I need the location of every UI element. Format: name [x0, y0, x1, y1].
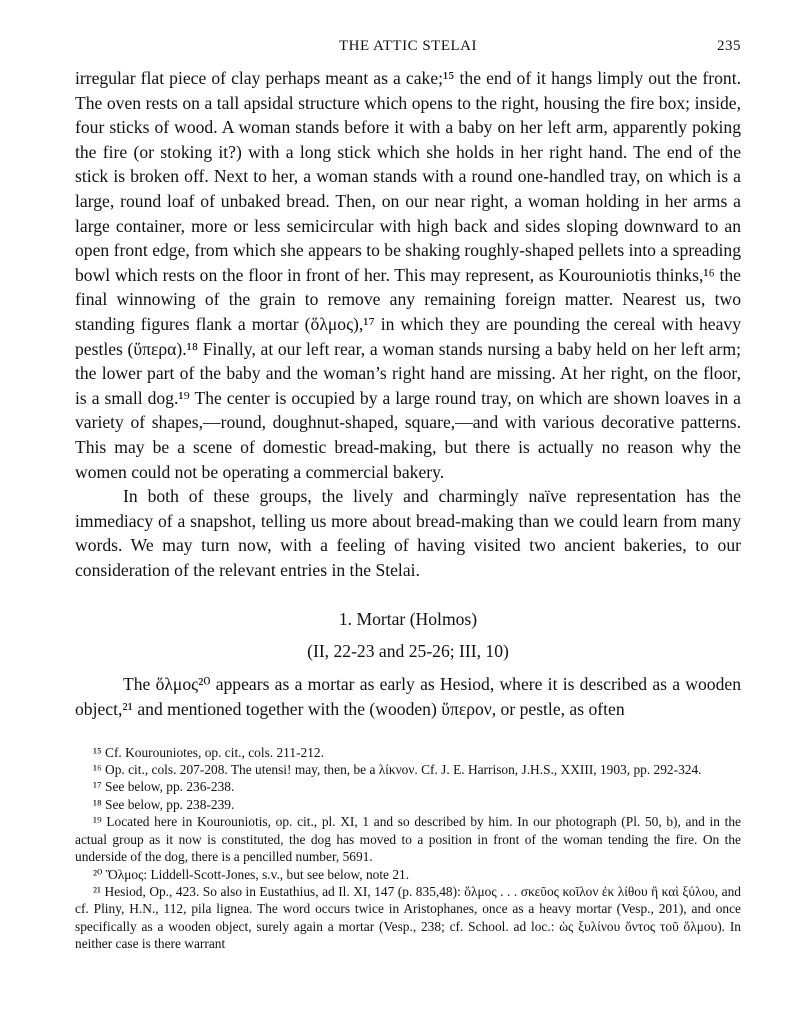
paragraph-3: The ὅλμος²⁰ appears as a mortar as early as Hesiod, where it is described as a wooden object,²¹ and mentioned together with the (wooden) ὕπερον, or pestle, as often — [75, 674, 741, 720]
footnote-16: ¹⁶ Op. cit., cols. 207-208. The utensi! may, then, be a λίκνον. Cf. J. E. Harrison, J.H.S., XXIII, 1903, pp. 292-324. — [93, 762, 702, 778]
page-number: 235 — [717, 38, 741, 54]
paragraph-1: irregular flat piece of clay perhaps meant as a cake;¹⁵ the end of it hangs limply out the front. The oven rests on a tall apsidal structure which opens to the right, housing the fire box; inside, four sticks of wood. A woman stands before it with a baby on her left arm, apparently poking the fire (or stoking it?) with a long stick which she holds in her right hand. The end of the stick is broken off. Next to her, a woman stands with a round one-handled tray, on which is a large, round loaf of unbaked bread. Then, on our near right, a woman holding in her arms a large container, more or less semicircular with high back and sides sloping downward to an open front edge, from which she appears to be shaking roughly-shaped pellets into a spreading bowl which rests on the floor in front of her. This may represent, as Kourouniotis thinks,¹⁶ the final winnowing of the grain to remove any remaining foreign matter. Nearest us, two standing figures flank a mortar (ὅλμος),¹⁷ in which they are pounding the cereal with heavy pestles (ὕπερα).¹⁸ Finally, at our left rear, a woman stands nursing a baby held on her left arm; the lower part of the baby and the woman’s right hand are missing. At her right, on the floor, is a small dog.¹⁹ The center is occupied by a large round tray, on which are shown loaves in a variety of shapes,—round, doughnut-shaped, square,—and with various decorative patterns. This may be a scene of domestic bread-making, but there is actually no reason why the women could not be operating a commercial bakery. — [75, 68, 741, 482]
running-header — [75, 38, 741, 66]
section-heading: 1. Mortar (Holmos) — [338, 609, 478, 630]
footnote-20: ²⁰ Ὅλμος: Liddell-Scott-Jones, s.v., but see below, note 21. — [93, 866, 410, 882]
footnote-15: ¹⁵ Cf. Kourouniotes, op. cit., cols. 211-212. — [93, 744, 324, 760]
footnote-19: ¹⁹ Located here in Kourouniotis, op. cit., pl. XI, 1 and so described by him. In our photograph (Pl. 50, b), and in the actual group as it now is constituted, the dog has moved to a position in front of the woman tending the fire. On the underside of the dog, there is a pencilled number, 5691. — [75, 814, 741, 865]
running-title: THE ATTIC STELAI — [339, 38, 477, 54]
section-subheading: (II, 22-23 and 25-26; III, 10) — [307, 641, 509, 662]
footnote-18: ¹⁸ See below, pp. 238-239. — [93, 796, 235, 812]
paragraph-2: In both of these groups, the lively and charmingly naïve representation has the immediacy of a snapshot, telling us more about bread-making than we could learn from many words. We may turn now, with a feeling of having visited two ancient bakeries, to our consideration of the relevant entries in the Stelai. — [75, 486, 741, 580]
section-heading-block — [75, 606, 741, 664]
page — [75, 38, 741, 953]
footnote-21: ²¹ Hesiod, Op., 423. So also in Eustathius, ad Il. XI, 147 (p. 835,48): ὅλμος . . . σκεῦος κοῖλον ἐκ λίθου ἢ καὶ ξύλου, and cf. Pliny, H.N., 112, pila lignea. The word occurs twice in Aristophanes, once as a heavy mortar (Vesp., 201), and once specifically as a wooden object, surely again a mortar (Vesp., 238; cf. School. ad loc.: ὡς ξυλίνου ὄντος τοῦ ὅλμου). In neither case is there warrant — [75, 883, 741, 952]
footnotes — [75, 744, 741, 953]
main-text — [75, 66, 741, 722]
footnote-17: ¹⁷ See below, pp. 236-238. — [93, 779, 235, 795]
